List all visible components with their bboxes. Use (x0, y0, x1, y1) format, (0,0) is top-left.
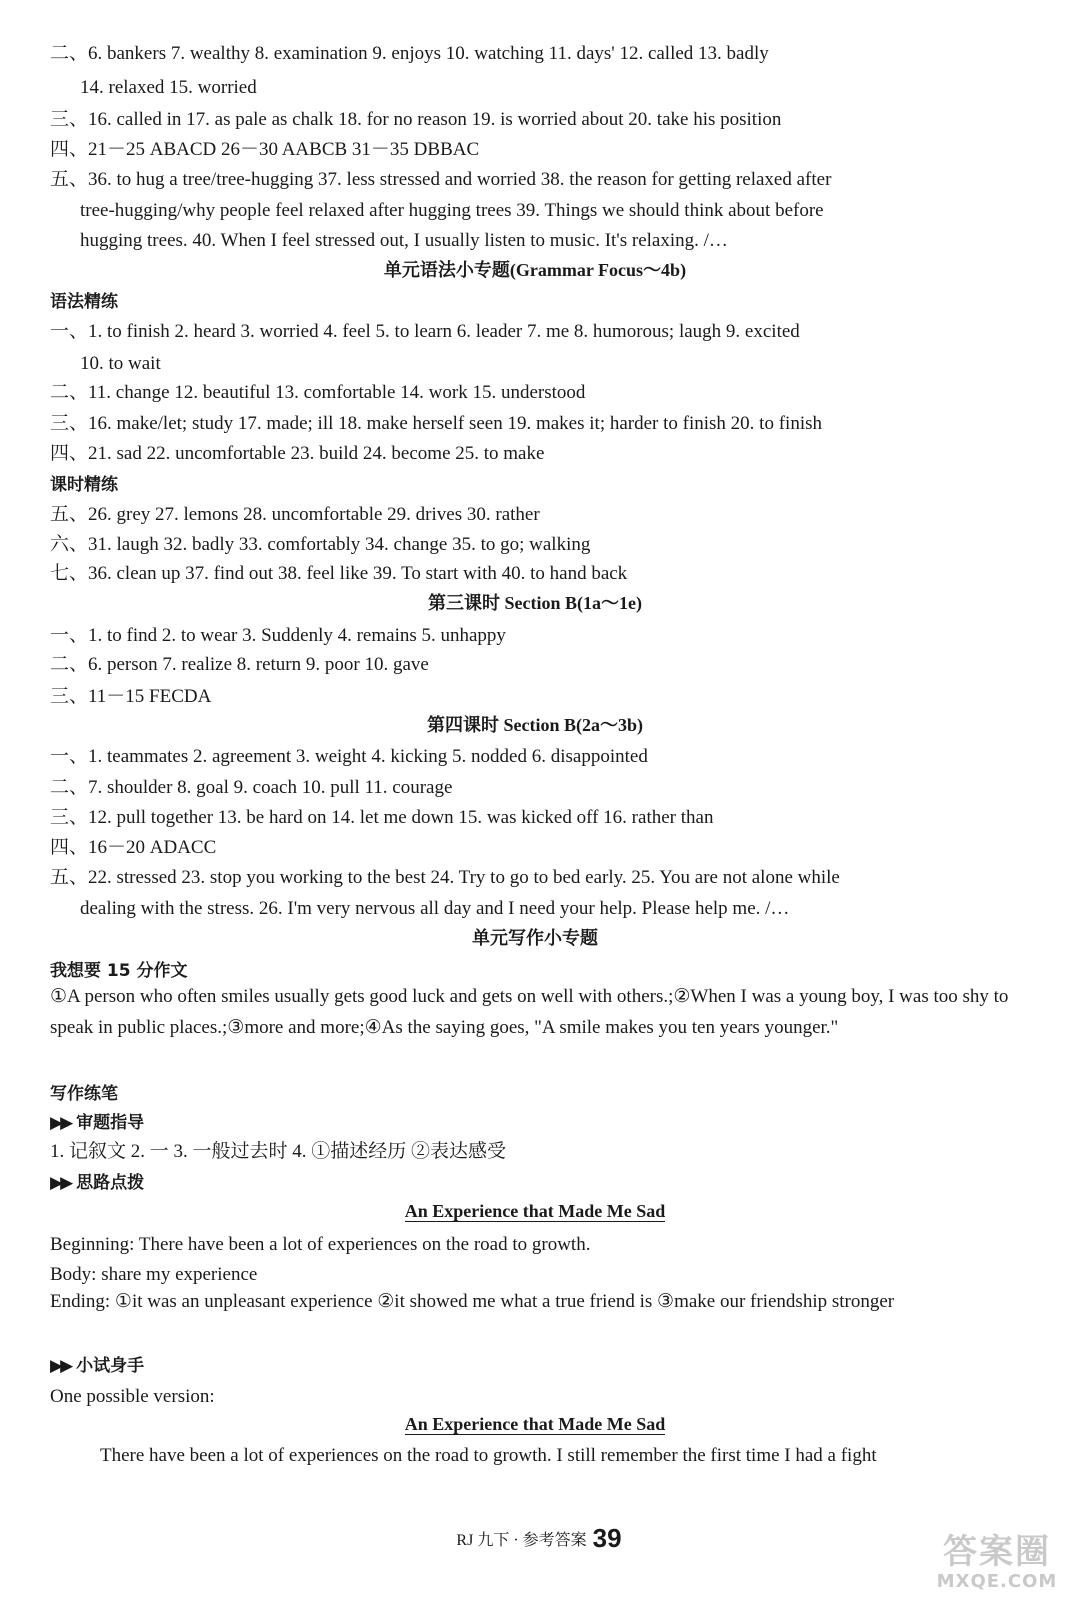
answer-line: 一、1. to find 2. to wear 3. Suddenly 4. remains 5. unhappy (50, 625, 506, 646)
watermark-logo (922, 1532, 1072, 1596)
watermark-url: MXQE.COM (936, 1571, 1058, 1592)
answer-line: tree-hugging/why people feel relaxed after hugging trees 39. Things we should think about before (80, 200, 824, 221)
answer-line: 二、6. bankers 7. wealthy 8. examination 9. enjoys 10. watching 11. days' 12. called 13. badly (50, 43, 769, 64)
answer-line: 一、1. teammates 2. agreement 3. weight 4. kicking 5. nodded 6. disappointed (50, 746, 648, 767)
answer-line: 三、16. make/let; study 17. made; ill 18. make herself seen 19. makes it; harder to finish 20. to finish (50, 413, 822, 434)
answer-line: 一、1. to finish 2. heard 3. worried 4. feel 5. to learn 6. leader 7. me 8. humorous; laugh 9. excited (50, 321, 800, 342)
answer-line: 三、11－15 FECDA (50, 686, 212, 707)
subsection-label: 语法精练 (50, 292, 118, 312)
double-triangle-icon: ▶▶ (50, 1356, 71, 1376)
model-sentences: ①A person who often smiles usually gets good luck and gets on well with others.;②When I was a young boy, I was too shy to speak in public places.;③more and more;④As the saying goes, "A smile makes you ten years younger." (50, 986, 1009, 1038)
essay-paragraph: There have been a lot of experiences on the road to growth. I still remember the first time I had a fight (100, 1445, 877, 1466)
double-triangle-icon: ▶▶ (50, 1113, 71, 1133)
answer-line: 1. 记叙文 2. 一 3. 一般过去时 4. ①描述经历 ②表达感受 (50, 1141, 507, 1162)
subsection-label: 写作练笔 (50, 1084, 118, 1104)
answer-line: 二、6. person 7. realize 8. return 9. poor 10. gave (50, 654, 429, 675)
answer-line: 二、7. shoulder 8. goal 9. coach 10. pull 11. courage (50, 777, 453, 798)
double-triangle-icon: ▶▶ (50, 1173, 71, 1193)
answer-line: hugging trees. 40. When I feel stressed out, I usually listen to music. It's relaxing. /… (80, 230, 728, 251)
answer-line: 10. to wait (80, 353, 161, 374)
footer-label: RJ 九下 · 参考答案 (456, 1532, 587, 1549)
answer-line: 14. relaxed 15. worried (80, 77, 257, 98)
answer-line: dealing with the stress. 26. I'm very nervous all day and I need your help. Please help me. /… (80, 898, 790, 919)
essay-title: An Experience that Made Me Sad (404, 1201, 666, 1221)
outline-line: Beginning: There have been a lot of experiences on the road to growth. (50, 1234, 591, 1255)
answer-line: 六、31. laugh 32. badly 33. comfortably 34. change 35. to go; walking (50, 534, 591, 555)
answer-line: 二、11. change 12. beautiful 13. comfortable 14. work 15. understood (50, 382, 586, 403)
answer-line: 五、26. grey 27. lemons 28. uncomfortable 29. drives 30. rather (50, 504, 540, 525)
answer-line: 四、16－20 ADACC (50, 837, 217, 858)
subsection-label: ▶▶ 思路点拨 (50, 1173, 145, 1193)
section-heading: 第四课时 Section B(2a～3b) (427, 715, 643, 735)
answer-line: 七、36. clean up 37. find out 38. feel like 39. To start with 40. to hand back (50, 563, 628, 584)
subsection-label: ▶▶ 小试身手 (50, 1356, 145, 1376)
page-footer (0, 1523, 1078, 1554)
essay-title: An Experience that Made Me Sad (404, 1414, 666, 1434)
page-number: 39 (592, 1523, 622, 1553)
subsection-label: 我想要 15 分作文 (50, 961, 188, 981)
answer-line: One possible version: (50, 1386, 215, 1407)
watermark-text: 答案圈 (943, 1532, 1051, 1572)
answer-line: 四、21. sad 22. uncomfortable 23. build 24. become 25. to make (50, 443, 545, 464)
answer-line: 五、22. stressed 23. stop you working to the best 24. Try to go to bed early. 25. You are not alone while (50, 867, 840, 888)
answer-line: 三、16. called in 17. as pale as chalk 18. for no reason 19. is worried about 20. take his position (50, 109, 782, 130)
answer-line: 四、21－25 ABACD 26－30 AABCB 31－35 DBBAC (50, 139, 480, 160)
outline-line: Ending: ①it was an unpleasant experience ②it showed me what a true friend is ③make our friendship stronger (50, 1291, 895, 1312)
subsection-label: 课时精练 (50, 475, 118, 495)
section-heading: 单元写作小专题 (472, 928, 598, 948)
subsection-label: ▶▶ 审题指导 (50, 1113, 145, 1133)
section-heading: 单元语法小专题(Grammar Focus～4b) (383, 260, 687, 280)
answer-line: 五、36. to hug a tree/tree-hugging 37. less stressed and worried 38. the reason for getting relaxed after (50, 169, 832, 190)
section-heading: 第三课时 Section B(1a～1e) (428, 593, 642, 613)
answer-line: 三、12. pull together 13. be hard on 14. let me down 15. was kicked off 16. rather than (50, 807, 714, 828)
outline-line: Body: share my experience (50, 1264, 258, 1285)
